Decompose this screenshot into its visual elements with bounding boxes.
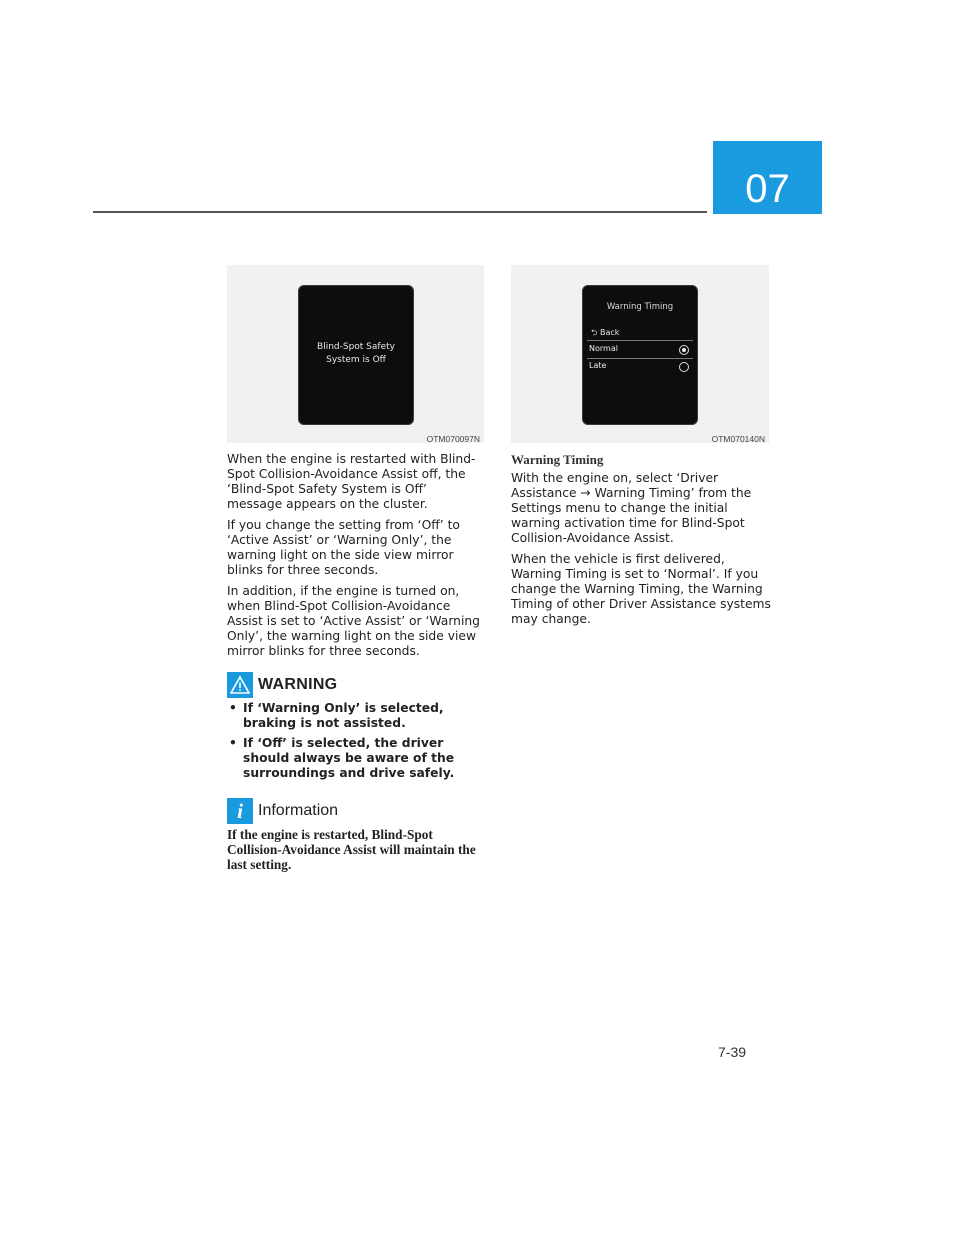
option-label: Normal bbox=[589, 344, 618, 353]
menu-option-late bbox=[587, 359, 693, 375]
right-column-text bbox=[511, 452, 771, 633]
information-text: If the engine is restarted, Blind-Spot Collision-Avoidance Assist will maintain the last setting. bbox=[227, 827, 476, 872]
cluster-screen bbox=[582, 285, 698, 425]
paragraph: In addition, if the engine is turned on, when Blind-Spot Collision-Avoidance Assist is set to ‘Active Assist’ or ‘Warning Only’, the warning light on the side view mirror blinks for three seconds. bbox=[227, 584, 480, 658]
paragraph: When the engine is restarted with Blind-Spot Collision-Avoidance Assist off, the ‘Blind-Spot Safety System is Off’ message appears on the cluster. bbox=[227, 452, 476, 511]
left-column-text bbox=[227, 452, 483, 665]
screen-title: Warning Timing bbox=[606, 302, 674, 312]
warning-item: • If ‘Warning Only’ is selected, braking is not assisted. bbox=[227, 701, 483, 731]
radio-unselected-icon bbox=[679, 362, 689, 372]
warning-item: • If ‘Off’ is selected, the driver should always be aware of the surroundings and drive safely. bbox=[227, 736, 483, 781]
chapter-tab: 07 bbox=[713, 141, 822, 214]
header-rule bbox=[93, 211, 707, 213]
paragraph: With the engine on, select ‘Driver Assistance → Warning Timing’ from the Settings menu to change the initial warning activation time for Blind-Spot Collision-Avoidance Assist. bbox=[511, 471, 752, 545]
figure-code: OTM070140N bbox=[711, 434, 765, 444]
info-icon: i bbox=[227, 798, 253, 824]
page-number: 7-39 bbox=[718, 1044, 747, 1060]
screen-message bbox=[299, 341, 413, 367]
section-subheading: Warning Timing bbox=[511, 452, 604, 467]
figure-warning-timing-menu bbox=[511, 265, 769, 443]
warning-list bbox=[227, 701, 483, 786]
back-arrow-icon: ⮌ bbox=[591, 328, 598, 337]
information-title: Information bbox=[258, 802, 339, 819]
warning-heading bbox=[227, 672, 483, 698]
figure-code: OTM070097N bbox=[426, 434, 480, 444]
warning-title: WARNING bbox=[258, 676, 338, 693]
screen-message-line2: System is Off bbox=[326, 355, 386, 365]
option-label: Late bbox=[589, 361, 607, 370]
radio-selected-icon bbox=[679, 345, 689, 355]
back-label: Back bbox=[599, 328, 620, 337]
screen-message-line1: Blind-Spot Safety bbox=[317, 342, 395, 352]
back-menu-item bbox=[591, 327, 619, 341]
warning-triangle-icon bbox=[227, 672, 253, 698]
figure-cluster-system-off bbox=[227, 265, 484, 443]
information-heading bbox=[227, 798, 483, 824]
paragraph: When the vehicle is first delivered, Warning Timing is set to ‘Normal’. If you change the Warning Timing, the Warning Timing of other Driver Assistance systems may change. bbox=[511, 552, 771, 626]
paragraph: If you change the setting from ‘Off’ to ‘Active Assist’ or ‘Warning Only’, the warning light on the side view mirror blinks for three seconds. bbox=[227, 518, 460, 577]
menu-divider bbox=[587, 340, 693, 341]
cluster-screen bbox=[298, 285, 414, 425]
menu-option-normal bbox=[587, 342, 693, 358]
